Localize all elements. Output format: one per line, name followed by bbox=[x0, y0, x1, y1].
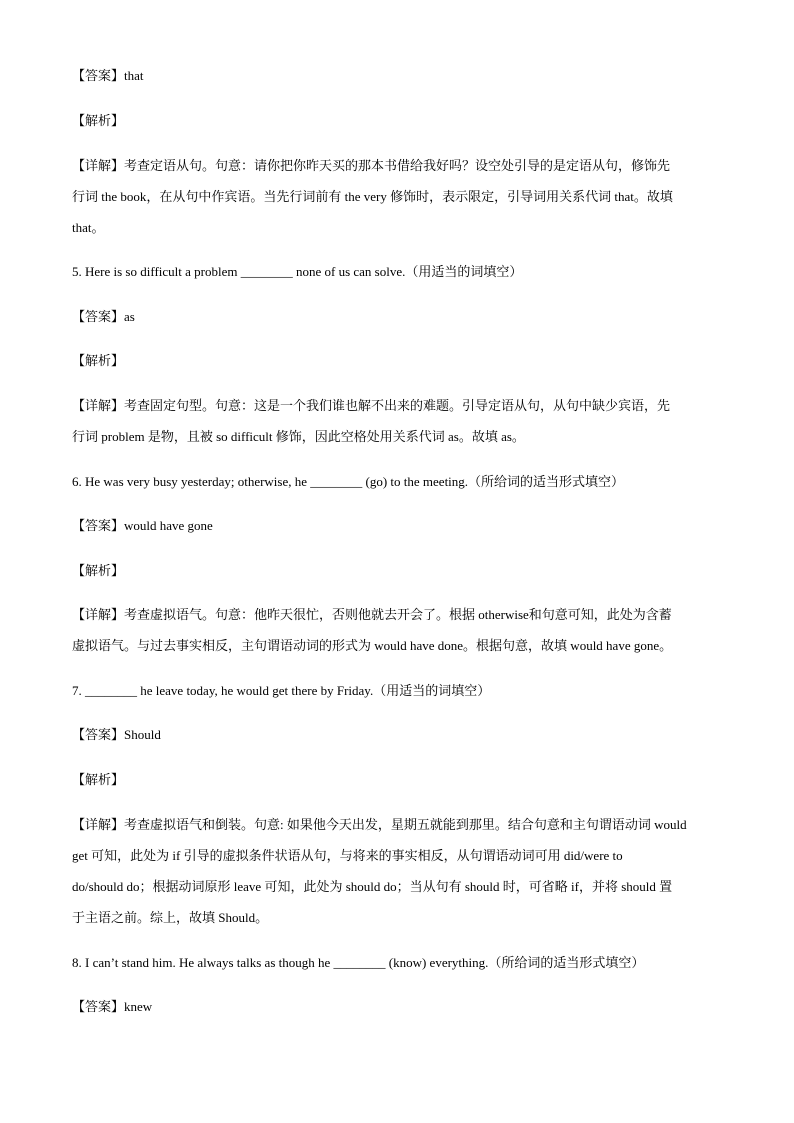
text-line: 【答案】Should bbox=[72, 727, 161, 742]
text-line: 【答案】would have gone bbox=[72, 518, 213, 533]
text-line: 【详解】考查固定句型。句意：这是一个我们谁也解不出来的难题。引导定语从句，从句中缺少宾语，先 bbox=[72, 398, 671, 413]
text-line: 【解析】 bbox=[72, 353, 125, 368]
text-line: 于主语之前。综上，故填 Should。 bbox=[72, 910, 269, 925]
text-line: 【答案】as bbox=[72, 309, 135, 324]
text-line: 【答案】knew bbox=[72, 999, 153, 1014]
text-line: 【解析】 bbox=[72, 563, 125, 578]
text-line: get 可知，此处为 if 引导的虚拟条件状语从句，与将来的事实相反，从句谓语动词可用 did/were to bbox=[72, 848, 623, 863]
text-line: 【详解】考查定语从句。句意：请你把你昨天买的那本书借给我好吗？设空处引导的是定语从句，修饰先 bbox=[72, 158, 671, 173]
text-line: 7. ________ he leave today, he would get there by Friday.（用适当的词填空） bbox=[72, 683, 491, 698]
text-line: that。 bbox=[72, 220, 105, 235]
text-line: do/should do；根据动词原形 leave 可知，此处为 should do；当从句有 should 时，可省略 if，并将 should 置 bbox=[72, 879, 673, 894]
text-line: 【解析】 bbox=[72, 113, 125, 128]
text-line: 行词 the book，在从句中作宾语。当先行词前有 the very 修饰时，表示限定，引导词用关系代词 that。故填 bbox=[72, 189, 673, 204]
text-line: 【详解】考查虚拟语气。句意：他昨天很忙，否则他就去开会了。根据 otherwise和句意可知，此处为含蓄 bbox=[72, 607, 672, 622]
text-line: 虚拟语气。与过去事实相反，主句谓语动词的形式为 would have done。根据句意，故填 would have gone。 bbox=[72, 638, 673, 653]
text-line: 【解析】 bbox=[72, 772, 125, 787]
text-line: 【答案】that bbox=[72, 68, 144, 83]
text-line: 【详解】考查虚拟语气和倒装。句意: 如果他今天出发，星期五就能到那里。结合句意和主句谓语动词 would bbox=[72, 817, 687, 832]
text-line: 6. He was very busy yesterday; otherwise, he ________ (go) to the meeting.（所给词的适当形式填空） bbox=[72, 474, 625, 489]
text-line: 行词 problem 是物，且被 so difficult 修饰，因此空格处用关系代词 as。故填 as。 bbox=[72, 429, 525, 444]
text-line: 5. Here is so difficult a problem ________ none of us can solve.（用适当的词填空） bbox=[72, 264, 523, 279]
text-line: 8. I can’t stand him. He always talks as though he ________ (know) everything.（所给词的适当形式填空） bbox=[72, 955, 645, 970]
